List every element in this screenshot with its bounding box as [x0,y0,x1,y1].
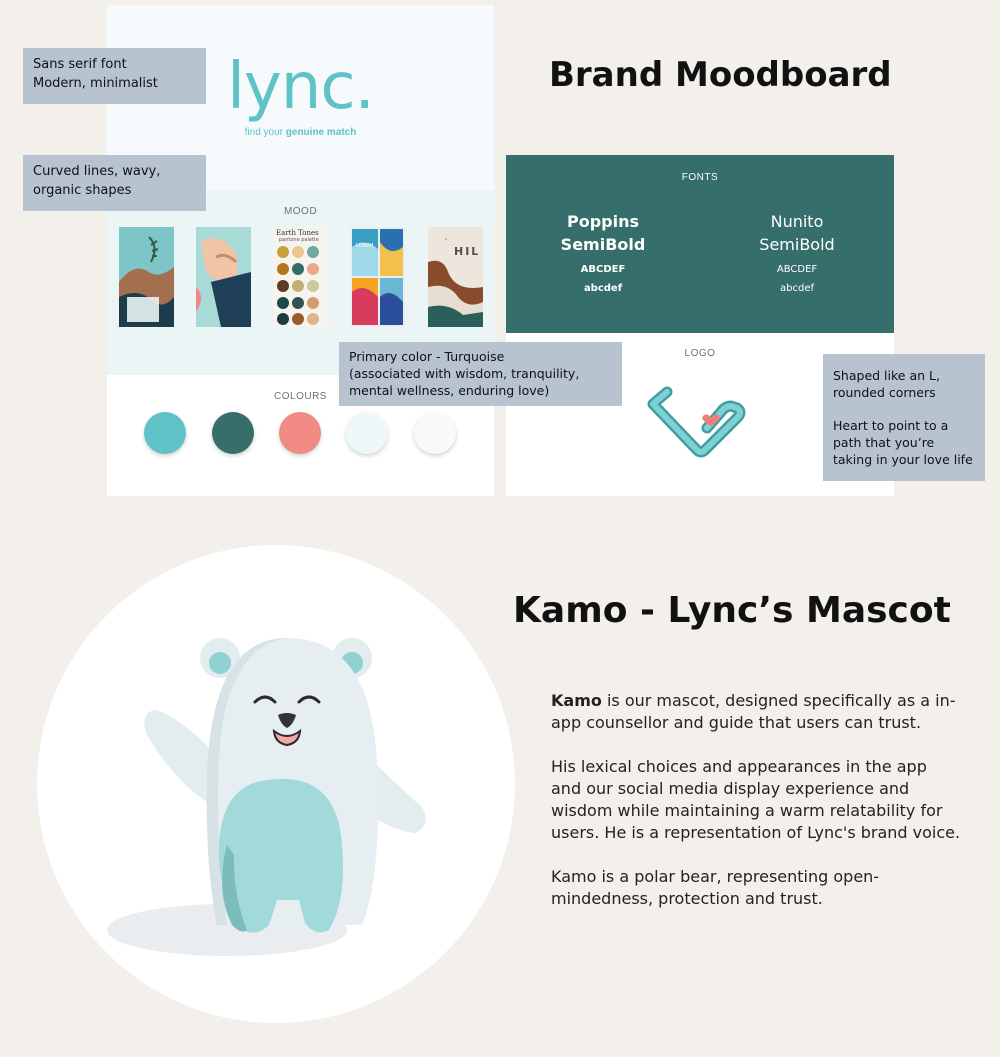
tagline-bold: genuine match [285,127,357,138]
note-line: Curved lines, wavy, [33,164,161,179]
mood-image-landscape-hills [428,227,483,327]
mascot-heading: Kamo - Lync’s Mascot [513,590,951,631]
moodboard-heading: Brand Moodboard [549,55,892,95]
mascot-paragraph-2: His lexical choices and appearances in the app and our social media display experience and wisdom while maintaining a warm relatability for users. He is a representation of Lync's brand voice. [551,757,961,842]
note-line: mental wellness, enduring love) [349,383,550,398]
brand-wordmark: lync. [227,50,374,124]
brand-tagline [107,127,494,138]
mood-title: MOOD [283,206,318,217]
palette-label: Earth Tones [276,229,319,237]
note-line: Modern, minimalist [33,76,158,91]
note-line: Heart to point to a [833,418,949,433]
mood-image-earth-tones-palette [273,227,328,327]
hills-label: HIL [454,245,481,258]
mascot-name: Kamo [551,691,602,710]
font-nunito [700,210,894,294]
mascot-intro: is our mascot, designed specifically as a in-app counsellor and guide that users can trust. [551,691,956,732]
mascot-description [551,690,961,932]
note-line: (associated with wisdom, tranquility, [349,366,580,381]
colour-swatch-turquoise [144,412,186,454]
colour-swatch-coral [279,412,321,454]
tagline-prefix: find your [244,127,286,138]
font-name-line2: SemiBold [560,235,646,254]
font-name-line1: Nunito [770,212,824,231]
note-line: path that you’re [833,435,935,450]
waves-label: LOREM [356,243,374,249]
note-line: taking in your love life [833,452,973,467]
font-note [23,48,206,104]
mood-image-wavy-shapes [196,227,251,327]
mascot-paragraph-3: Kamo is a polar bear, representing open-mindedness, protection and trust. [551,867,880,908]
colour-swatch-light-aqua [346,412,388,454]
font-poppins [506,210,700,294]
font-lowercase-sample: abcdef [780,283,814,294]
fonts-title: FONTS [681,172,719,183]
note-line: Shaped like an L, [833,368,940,383]
note-line: organic shapes [33,183,132,198]
font-lowercase-sample: abcdef [583,283,623,294]
mascot-paragraph-1 [551,690,961,734]
note-line: rounded corners [833,385,936,400]
lync-logo-icon [645,378,755,468]
mood-image-layered-waves [350,227,405,327]
font-name-line1: Poppins [566,212,640,231]
font-uppercase-sample: ABCDEF [580,264,626,275]
colour-swatch-off-white [414,412,456,454]
kamo-polar-bear-illustration [37,545,515,1023]
mood-image-abstract-leaf [119,227,174,327]
note-line: Sans serif font [33,57,127,72]
palette-sublabel: pantone palette [279,237,319,243]
color-note [339,342,622,406]
logo-title: LOGO [684,348,716,359]
font-name-line2: SemiBold [759,235,835,254]
fonts-panel [506,155,894,333]
colours-title: COLOURS [274,391,327,402]
colour-swatch-dark-teal [212,412,254,454]
shape-note [23,155,206,211]
font-uppercase-sample: ABCDEF [776,264,818,275]
logo-note [823,354,985,481]
note-line: Primary color - Turquoise [349,349,505,364]
